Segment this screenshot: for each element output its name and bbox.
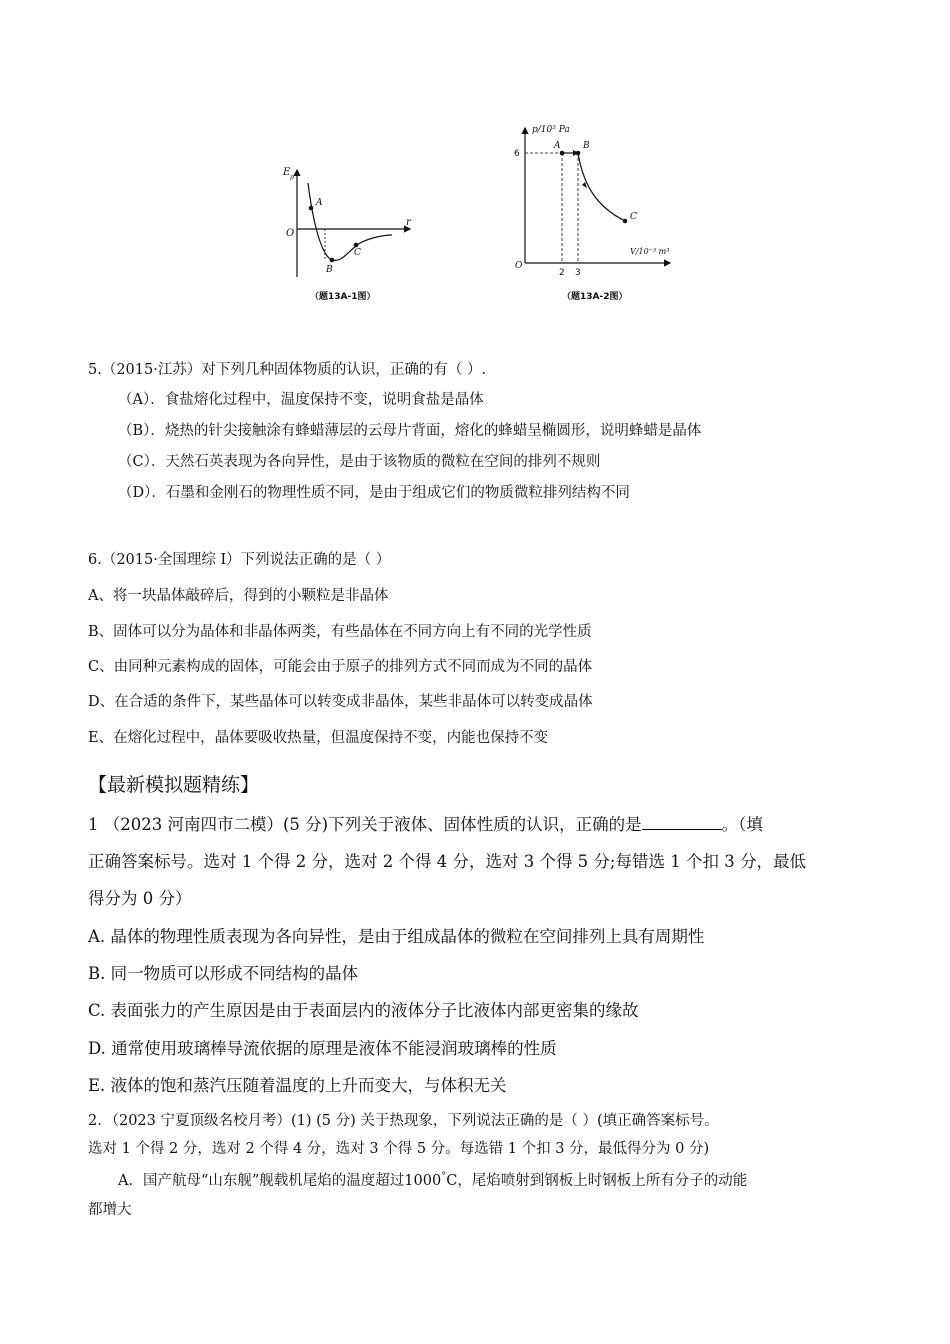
figure-1 xyxy=(280,155,420,290)
temperature-unit: C xyxy=(446,1173,458,1189)
figure-2 xyxy=(505,118,685,278)
m1-option-d: D. 通常使用玻璃棒导流依据的原理是液体不能浸润玻璃棒的性质 xyxy=(88,1039,557,1058)
label-a: A xyxy=(554,141,561,151)
point-a xyxy=(309,206,314,211)
point-c xyxy=(623,219,628,224)
origin-label: O xyxy=(286,228,295,239)
figure-2-caption: （题13A-2图） xyxy=(562,292,628,302)
m2-option-a-text: A．国产航母“山东舰”舰载机尾焰的温度超过 xyxy=(118,1173,405,1189)
q6-stem: 6.（2015·全国理综 I）下列说法正确的是（ ） xyxy=(88,552,391,568)
q6-option-b: B、固体可以分为晶体和非晶体两类，有些晶体在不同方向上有不同的光学性质 xyxy=(88,624,592,640)
answer-blank xyxy=(642,815,722,830)
x-axis-label: V/10⁻³ m³ xyxy=(630,247,670,256)
label-b: B xyxy=(326,265,333,275)
q5-option-d: （D）．石墨和金刚石的物理性质不同，是由于组成它们的物质微粒排列结构不同 xyxy=(118,485,630,501)
y-axis-label: p/10⁵ Pa xyxy=(532,125,570,135)
point-c xyxy=(354,243,359,248)
q5-option-c: （C）．天然石英表现为各向异性，是由于该物质的微粒在空间的排列不规则 xyxy=(118,454,601,470)
m1-line3: 得分为 0 分） xyxy=(88,889,192,908)
m2-line2: 选对 1 个得 2 分，选对 2 个得 4 分，选对 3 个得 5 分。每选错 1 个扣 3 分，最低得分为 0 分) xyxy=(88,1141,710,1157)
q6-option-e: E、在熔化过程中，晶体要吸收热量，但温度保持不变，内能也保持不变 xyxy=(88,730,549,746)
m1-option-c: C. 表面张力的产生原因是由于表面层内的液体分子比液体内部更密集的缘故 xyxy=(88,1001,639,1020)
point-b xyxy=(576,151,581,156)
q5-option-a: （A）．食盐熔化过程中，温度保持不变，说明食盐是晶体 xyxy=(118,392,484,408)
label-c: C xyxy=(630,212,637,222)
q5-option-b: （B）．烧热的针尖接触涂有蜂蜡薄层的云母片背面，熔化的蜂蜡呈椭圆形，说明蜂蜡是晶体 xyxy=(118,423,702,439)
potential-curve xyxy=(308,183,392,260)
q6-option-c: C、由同种元素构成的固体，可能会由于原子的排列方式不同而成为不同的晶体 xyxy=(88,659,593,675)
p-v-graph xyxy=(505,118,685,278)
x-tick-3: 3 xyxy=(575,268,581,278)
label-a: A xyxy=(316,198,323,208)
point-b xyxy=(330,258,335,263)
temperature-value: 1000 xyxy=(404,1173,442,1189)
m1-line1 xyxy=(88,811,763,835)
m1-option-a: A. 晶体的物理性质表现为各向异性，是由于组成晶体的微粒在空间排列上具有周期性 xyxy=(88,927,705,946)
y-tick-6: 6 xyxy=(514,149,520,159)
m2-line1: 2．（2023 宁夏顶级名校月考）(1) (5 分) 关于热现象，下列说法正确的是（ ）(填正确答案标号。 xyxy=(88,1113,719,1129)
label-c: C xyxy=(354,248,361,258)
m1-line2: 正确答案标号。选对 1 个得 2 分，选对 2 个得 4 分，选对 3 个得 5 分;每错选 1 个扣 3 分，最低 xyxy=(88,852,806,871)
x-axis-label: r xyxy=(406,217,411,228)
m1-option-b: B. 同一物质可以形成不同结构的晶体 xyxy=(88,964,359,983)
q5-stem: 5.（2015·江苏）对下列几种固体物质的认识，正确的有（ ）. xyxy=(88,362,487,378)
m2-option-a xyxy=(118,1169,747,1190)
q6-option-a: A、将一块晶体敲碎后，得到的小颗粒是非晶体 xyxy=(88,588,389,604)
y-axis-label: E xyxy=(283,167,291,178)
figure-1-caption: （题13A-1图） xyxy=(310,292,376,302)
x-tick-2: 2 xyxy=(559,268,565,278)
m1-line1-text: 1 （2023 河南四市二模）(5 分)下列关于液体、固体性质的认识，正确的是 xyxy=(88,815,642,834)
origin-label: O xyxy=(515,261,523,271)
m2-option-a-tail: ，尾焰喷射到钢板上时钢板上所有分子的动能 xyxy=(457,1173,748,1189)
label-b: B xyxy=(583,141,590,151)
m2-option-a-cont: 都增大 xyxy=(88,1202,132,1218)
ep-r-graph xyxy=(280,155,420,290)
m1-line1-tail: 。（填 xyxy=(721,815,763,834)
curve-bc xyxy=(578,153,625,221)
section-title: 【最新模拟题精练】 xyxy=(88,774,260,796)
point-a xyxy=(560,151,565,156)
q6-option-d: D、在合适的条件下，某些晶体可以转变成非晶体，某些非晶体可以转变成晶体 xyxy=(88,694,593,710)
m1-option-e: E. 液体的饱和蒸汽压随着温度的上升而变大，与体积无关 xyxy=(88,1076,507,1095)
degree-sign: ° xyxy=(441,1171,447,1183)
y-axis-sub: p xyxy=(290,174,294,181)
